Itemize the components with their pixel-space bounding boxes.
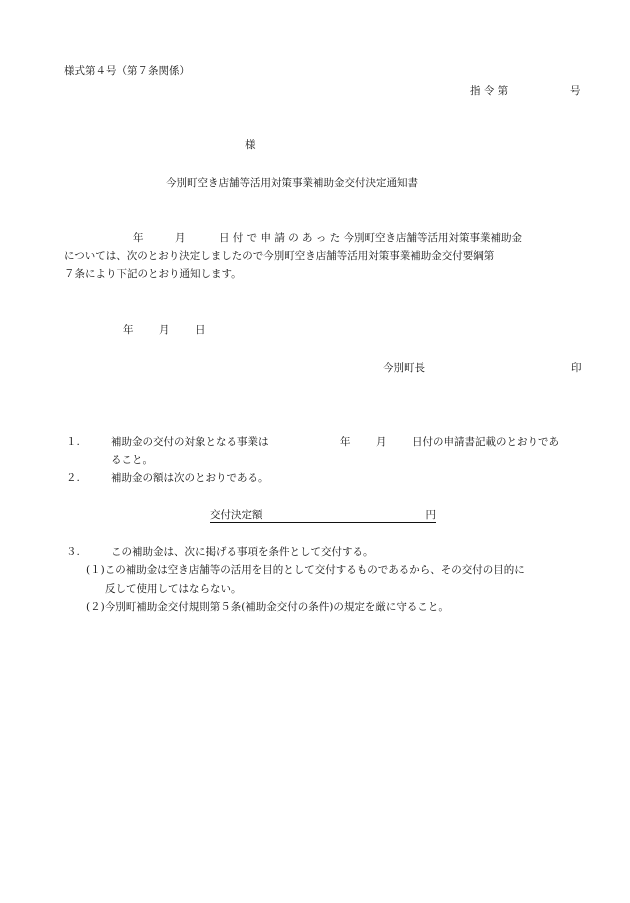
grant-amount-unit: 円 xyxy=(425,509,436,521)
condition-1-line-a: (１)この補助金は空き店舗等の活用を目的として交付するものであるから、その交付の目的に xyxy=(86,564,525,576)
grant-amount-label: 交付決定額 xyxy=(210,509,263,521)
grant-amount-line xyxy=(210,510,436,523)
issue-date-month: 月 xyxy=(159,324,170,336)
seal-mark: 印 xyxy=(571,362,582,374)
body-date-month: 月 xyxy=(175,232,186,244)
condition-2: (２)今別町補助金交付規則第５条(補助金交付の条件)の規定を厳に守ること。 xyxy=(86,601,449,613)
body-date-day-text: 日 付 で 申 請 の あ っ た 今別町空き店舗等活用対策事業補助金 xyxy=(219,232,523,244)
form-number-label: 様式第４号（第７条関係） xyxy=(64,65,190,77)
issue-date-day: 日 xyxy=(195,324,206,336)
condition-1-line-b: 反して使用してはならない。 xyxy=(105,583,242,595)
item-3-text: この補助金は、次に掲げる事項を条件として交付する。 xyxy=(111,546,374,558)
body-line-2: については、次のとおり決定しましたので今別町空き店舗等活用対策事業補助金交付要綱第 xyxy=(64,250,495,262)
body-line-3: ７条により下記のとおり通知します。 xyxy=(64,268,242,280)
item-2-number: ２. xyxy=(66,472,80,484)
body-date-year: 年 xyxy=(133,232,144,244)
item-1-year: 年 xyxy=(340,436,351,448)
item-1-continuation: ること。 xyxy=(111,454,153,466)
issue-date-year: 年 xyxy=(123,324,134,336)
directive-number-prefix: 指 令 第 xyxy=(470,85,509,97)
addressee-honorific: 様 xyxy=(245,139,256,151)
directive-number-suffix: 号 xyxy=(570,85,581,97)
item-2-text: 補助金の額は次のとおりである。 xyxy=(111,472,269,484)
document-title: 今別町空き店舗等活用対策事業補助金交付決定通知書 xyxy=(166,177,418,189)
item-1-month: 月 xyxy=(376,436,387,448)
mayor-title: 今別町長 xyxy=(383,362,425,374)
item-1-text-b: 日付の申請書記載のとおりであ xyxy=(412,436,559,448)
item-1-number: １. xyxy=(66,436,80,448)
item-3-number: ３. xyxy=(66,546,80,558)
item-1-text-a: 補助金の交付の対象となる事業は xyxy=(111,436,269,448)
